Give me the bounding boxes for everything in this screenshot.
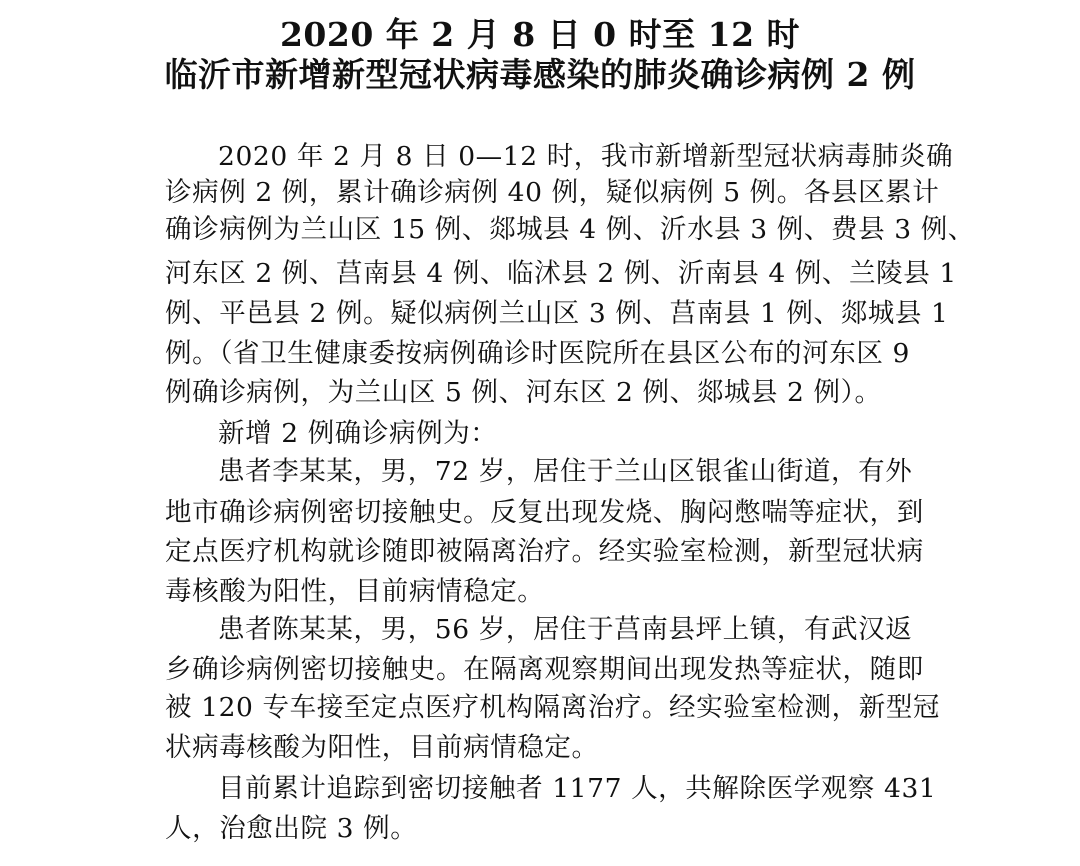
body-line: 目前累计追踪到密切接触者 1177 人，共解除医学观察 431 <box>218 773 937 804</box>
body-line: 诊病例 2 例，累计确诊病例 40 例，疑似病例 5 例。各县区累计 <box>165 177 940 208</box>
body-line: 定点医疗机构就诊随即被隔离治疗。经实验室检测，新型冠状病 <box>165 536 924 567</box>
body-line: 河东区 2 例、莒南县 4 例、临沭县 2 例、沂南县 4 例、兰陵县 1 <box>165 258 957 289</box>
body-line: 乡确诊病例密切接触史。在隔离观察期间出现发热等症状，随即 <box>165 654 924 685</box>
document-title-line-2: 临沂市新增新型冠状病毒感染的肺炎确诊病例 2 例 <box>164 55 916 94</box>
body-line: 新增 2 例确诊病例为： <box>218 418 498 449</box>
body-line: 毒核酸为阳性，目前病情稳定。 <box>165 576 545 607</box>
body-line: 患者陈某某，男，56 岁，居住于莒南县坪上镇，有武汉返 <box>218 614 913 645</box>
body-line: 例。（省卫生健康委按病例确诊时医院所在县区公布的河东区 9 <box>165 338 910 369</box>
body-line: 人，治愈出院 3 例。 <box>165 813 418 844</box>
body-line: 确诊病例为兰山区 15 例、郯城县 4 例、沂水县 3 例、费县 3 例、 <box>165 214 975 245</box>
document-title-line-1: 2020 年 2 月 8 日 0 时至 12 时 <box>279 15 801 54</box>
body-line: 状病毒核酸为阳性，目前病情稳定。 <box>165 732 599 763</box>
body-line: 2020 年 2 月 8 日 0—12 时，我市新增新型冠状病毒肺炎确 <box>218 141 954 172</box>
body-line: 被 120 专车接至定点医疗机构隔离治疗。经实验室检测，新型冠 <box>165 692 941 723</box>
body-line: 例确诊病例，为兰山区 5 例、河东区 2 例、郯城县 2 例）。 <box>165 377 882 408</box>
body-line: 例、平邑县 2 例。疑似病例兰山区 3 例、莒南县 1 例、郯城县 1 <box>165 298 949 329</box>
body-line: 患者李某某，男，72 岁，居住于兰山区银雀山街道，有外 <box>218 456 913 487</box>
body-line: 地市确诊病例密切接触史。反复出现发烧、胸闷憋喘等症状，到 <box>165 497 924 528</box>
